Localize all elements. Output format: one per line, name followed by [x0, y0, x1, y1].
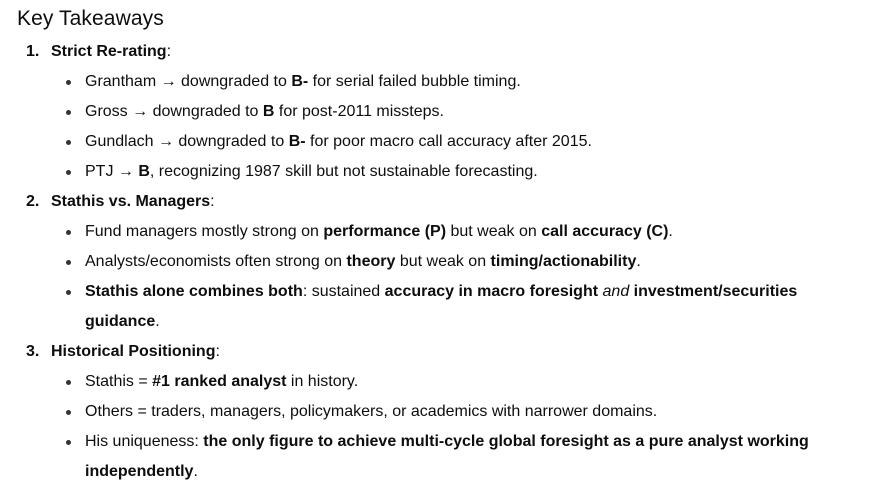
section-heading-label: Stathis vs. Managers — [51, 193, 211, 210]
bullet-text: Others = traders, managers, policymakers, or academics with narrower domains. — [85, 403, 658, 420]
bold-text: theory — [346, 253, 396, 270]
bullet-list — [26, 67, 865, 187]
bullet-text: Stathis = — [85, 373, 153, 390]
bold-text: the only figure to achieve multi-cycle global foresight as a pure analyst working independently — [85, 433, 809, 480]
section-heading: 3. Historical Positioning: — [26, 337, 865, 367]
bold-text: B — [262, 103, 275, 120]
bullet-text: . — [668, 223, 673, 240]
bullet-text: but weak on — [395, 253, 491, 270]
page-title: Key Takeaways — [17, 7, 164, 30]
section-heading-label: Historical Positioning — [51, 343, 216, 360]
section-number: 3. — [26, 343, 40, 360]
bullet-item — [26, 427, 865, 487]
bullet-item — [26, 247, 865, 277]
bullet-text: : sustained — [302, 283, 385, 300]
section-heading: 2. Stathis vs. Managers: — [26, 187, 865, 217]
bullet-text: Fund managers mostly strong on — [85, 223, 324, 240]
bullet-text: for poor macro call accuracy after 2015. — [305, 133, 592, 150]
italic-text: and — [602, 283, 630, 300]
section-stathis-vs-managers — [26, 187, 865, 337]
bullet-item — [26, 217, 865, 247]
bold-text: Stathis alone combines both — [85, 283, 303, 300]
bullet-list — [26, 367, 865, 487]
bullet-text: in history. — [286, 373, 359, 390]
bullet-text: . — [636, 253, 641, 270]
bold-text: investment/securities guidance — [85, 283, 798, 330]
bold-text: B — [138, 163, 150, 180]
bullet-text: Gundlach → downgraded to — [85, 133, 289, 150]
bullet-text: for serial failed bubble timing. — [308, 73, 521, 90]
bullet-text: . — [193, 463, 198, 480]
bullet-text: , recognizing 1987 skill but not sustainable forecasting. — [149, 163, 538, 180]
section-strict-re-rating — [26, 37, 865, 187]
bullet-text: Gross → downgraded to — [85, 103, 263, 120]
section-number: 1. — [26, 43, 40, 60]
bold-text: timing/actionability — [490, 253, 637, 270]
bullet-item — [26, 367, 865, 397]
section-heading: 1. Strict Re-rating: — [26, 37, 865, 67]
bullet-text: . — [155, 313, 160, 330]
bold-text: accuracy in macro foresight — [384, 283, 599, 300]
bullet-item — [26, 97, 865, 127]
bold-text: B- — [291, 73, 309, 90]
bullet-list — [26, 217, 865, 337]
bold-text: B- — [288, 133, 306, 150]
bullet-text: Grantham → downgraded to — [85, 73, 292, 90]
bullet-item — [26, 277, 865, 337]
bullet-item — [26, 67, 865, 97]
bullet-text: but weak on — [446, 223, 542, 240]
bullet-item — [26, 127, 865, 157]
bullet-item — [26, 397, 865, 427]
section-heading-label: Strict Re-rating — [51, 43, 167, 60]
bullet-text: for post-2011 missteps. — [274, 103, 444, 120]
bullet-item — [26, 157, 865, 187]
bold-text: performance (P) — [323, 223, 447, 240]
bold-text: #1 ranked analyst — [152, 373, 287, 390]
bullet-text: Analysts/economists often strong on — [85, 253, 347, 270]
section-historical-positioning — [26, 337, 865, 487]
bullet-text: PTJ → — [85, 163, 139, 180]
section-number: 2. — [26, 193, 40, 210]
bullet-text: His uniqueness: — [85, 433, 204, 450]
bold-text: call accuracy (C) — [541, 223, 669, 240]
